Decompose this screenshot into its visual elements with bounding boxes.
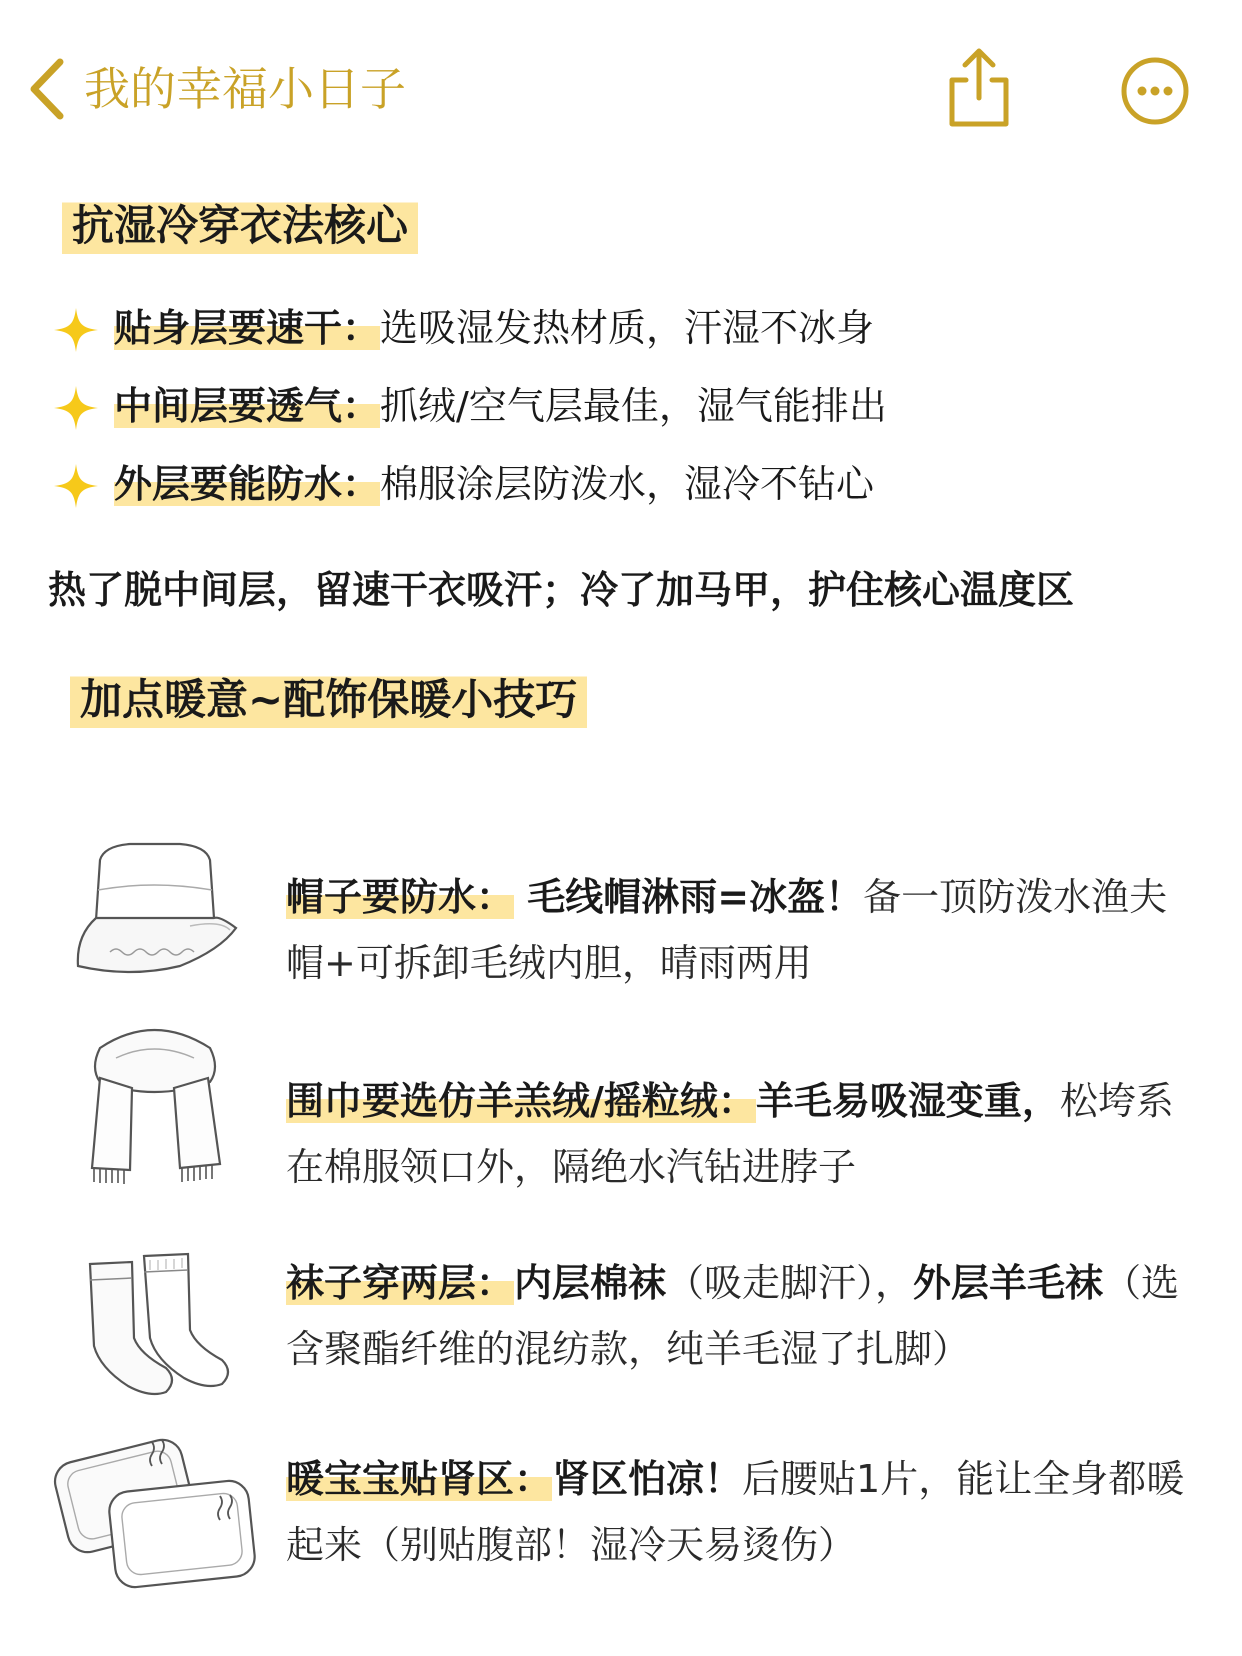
- warmer-tip: [286, 1446, 1186, 1578]
- layer-label: 中间层要透气：: [114, 384, 381, 428]
- sparkle-icon: [52, 384, 100, 432]
- hat-tip-detail: 备一顶防泼水渔夫帽+可拆卸毛绒内胆，晴雨两用: [286, 875, 1168, 985]
- more-icon[interactable]: [1120, 56, 1190, 126]
- warmer-tip-emphasis: 肾区怕凉！: [552, 1457, 743, 1501]
- layer-desc: 抓绒/空气层最佳，湿气能排出: [380, 384, 887, 428]
- hat-tip: [286, 864, 1186, 996]
- scarf-tip-emphasis: 羊毛易吸湿变重，: [755, 1079, 1060, 1123]
- sparkle-icon: [52, 462, 100, 510]
- layer-desc: 选吸湿发热材质，汗湿不冰身: [380, 306, 875, 350]
- chevron-left-icon[interactable]: [26, 56, 70, 122]
- socks-tip-outer: 外层羊毛袜: [913, 1261, 1104, 1305]
- layer-label: 贴身层要速干：: [114, 306, 381, 350]
- socks-tip: [286, 1250, 1186, 1382]
- socks-tip-detail: （选含聚酯纤维的混纺款，纯羊毛湿了扎脚）: [286, 1261, 1180, 1371]
- section-title-accessories: 加点暖意~配饰保暖小技巧: [70, 672, 587, 728]
- section-title-clothing: 抗湿冷穿衣法核心: [62, 198, 418, 254]
- socks-tip-label: 袜子穿两层：: [286, 1261, 515, 1305]
- scarf-tip-detail: 松垮系在棉服领口外，隔绝水汽钻进脖子: [286, 1079, 1174, 1189]
- hat-tip-emphasis: 毛线帽淋雨=冰盔！: [514, 875, 864, 919]
- scarf-icon: [70, 1018, 240, 1188]
- socks-tip-inner-note: （吸走脚汗），: [666, 1261, 914, 1305]
- scarf-tip: [286, 1068, 1186, 1200]
- socks-tip-inner: 内层棉袜: [514, 1261, 667, 1305]
- heat-pad-icon: [52, 1420, 262, 1600]
- summary-tip: 热了脱中间层，留速干衣吸汗；冷了加马甲，护住核心温度区: [48, 568, 1075, 612]
- layer-desc: 棉服涂层防泼水，湿冷不钻心: [380, 462, 875, 506]
- bucket-hat-icon: [70, 840, 240, 980]
- hat-tip-label: 帽子要防水：: [286, 875, 515, 919]
- layer-label: 外层要能防水：: [114, 462, 381, 506]
- page-title: 我的幸福小日子: [84, 62, 406, 116]
- share-icon[interactable]: [944, 46, 1014, 130]
- socks-icon: [70, 1250, 240, 1400]
- scarf-tip-label: 围巾要选仿羊羔绒/摇粒绒：: [286, 1079, 756, 1123]
- sparkle-icon: [52, 306, 100, 354]
- warmer-tip-detail: 后腰贴1片，能让全身都暖起来（别贴腹部！湿冷天易烫伤）: [286, 1457, 1185, 1567]
- warmer-tip-label: 暖宝宝贴肾区：: [286, 1457, 553, 1501]
